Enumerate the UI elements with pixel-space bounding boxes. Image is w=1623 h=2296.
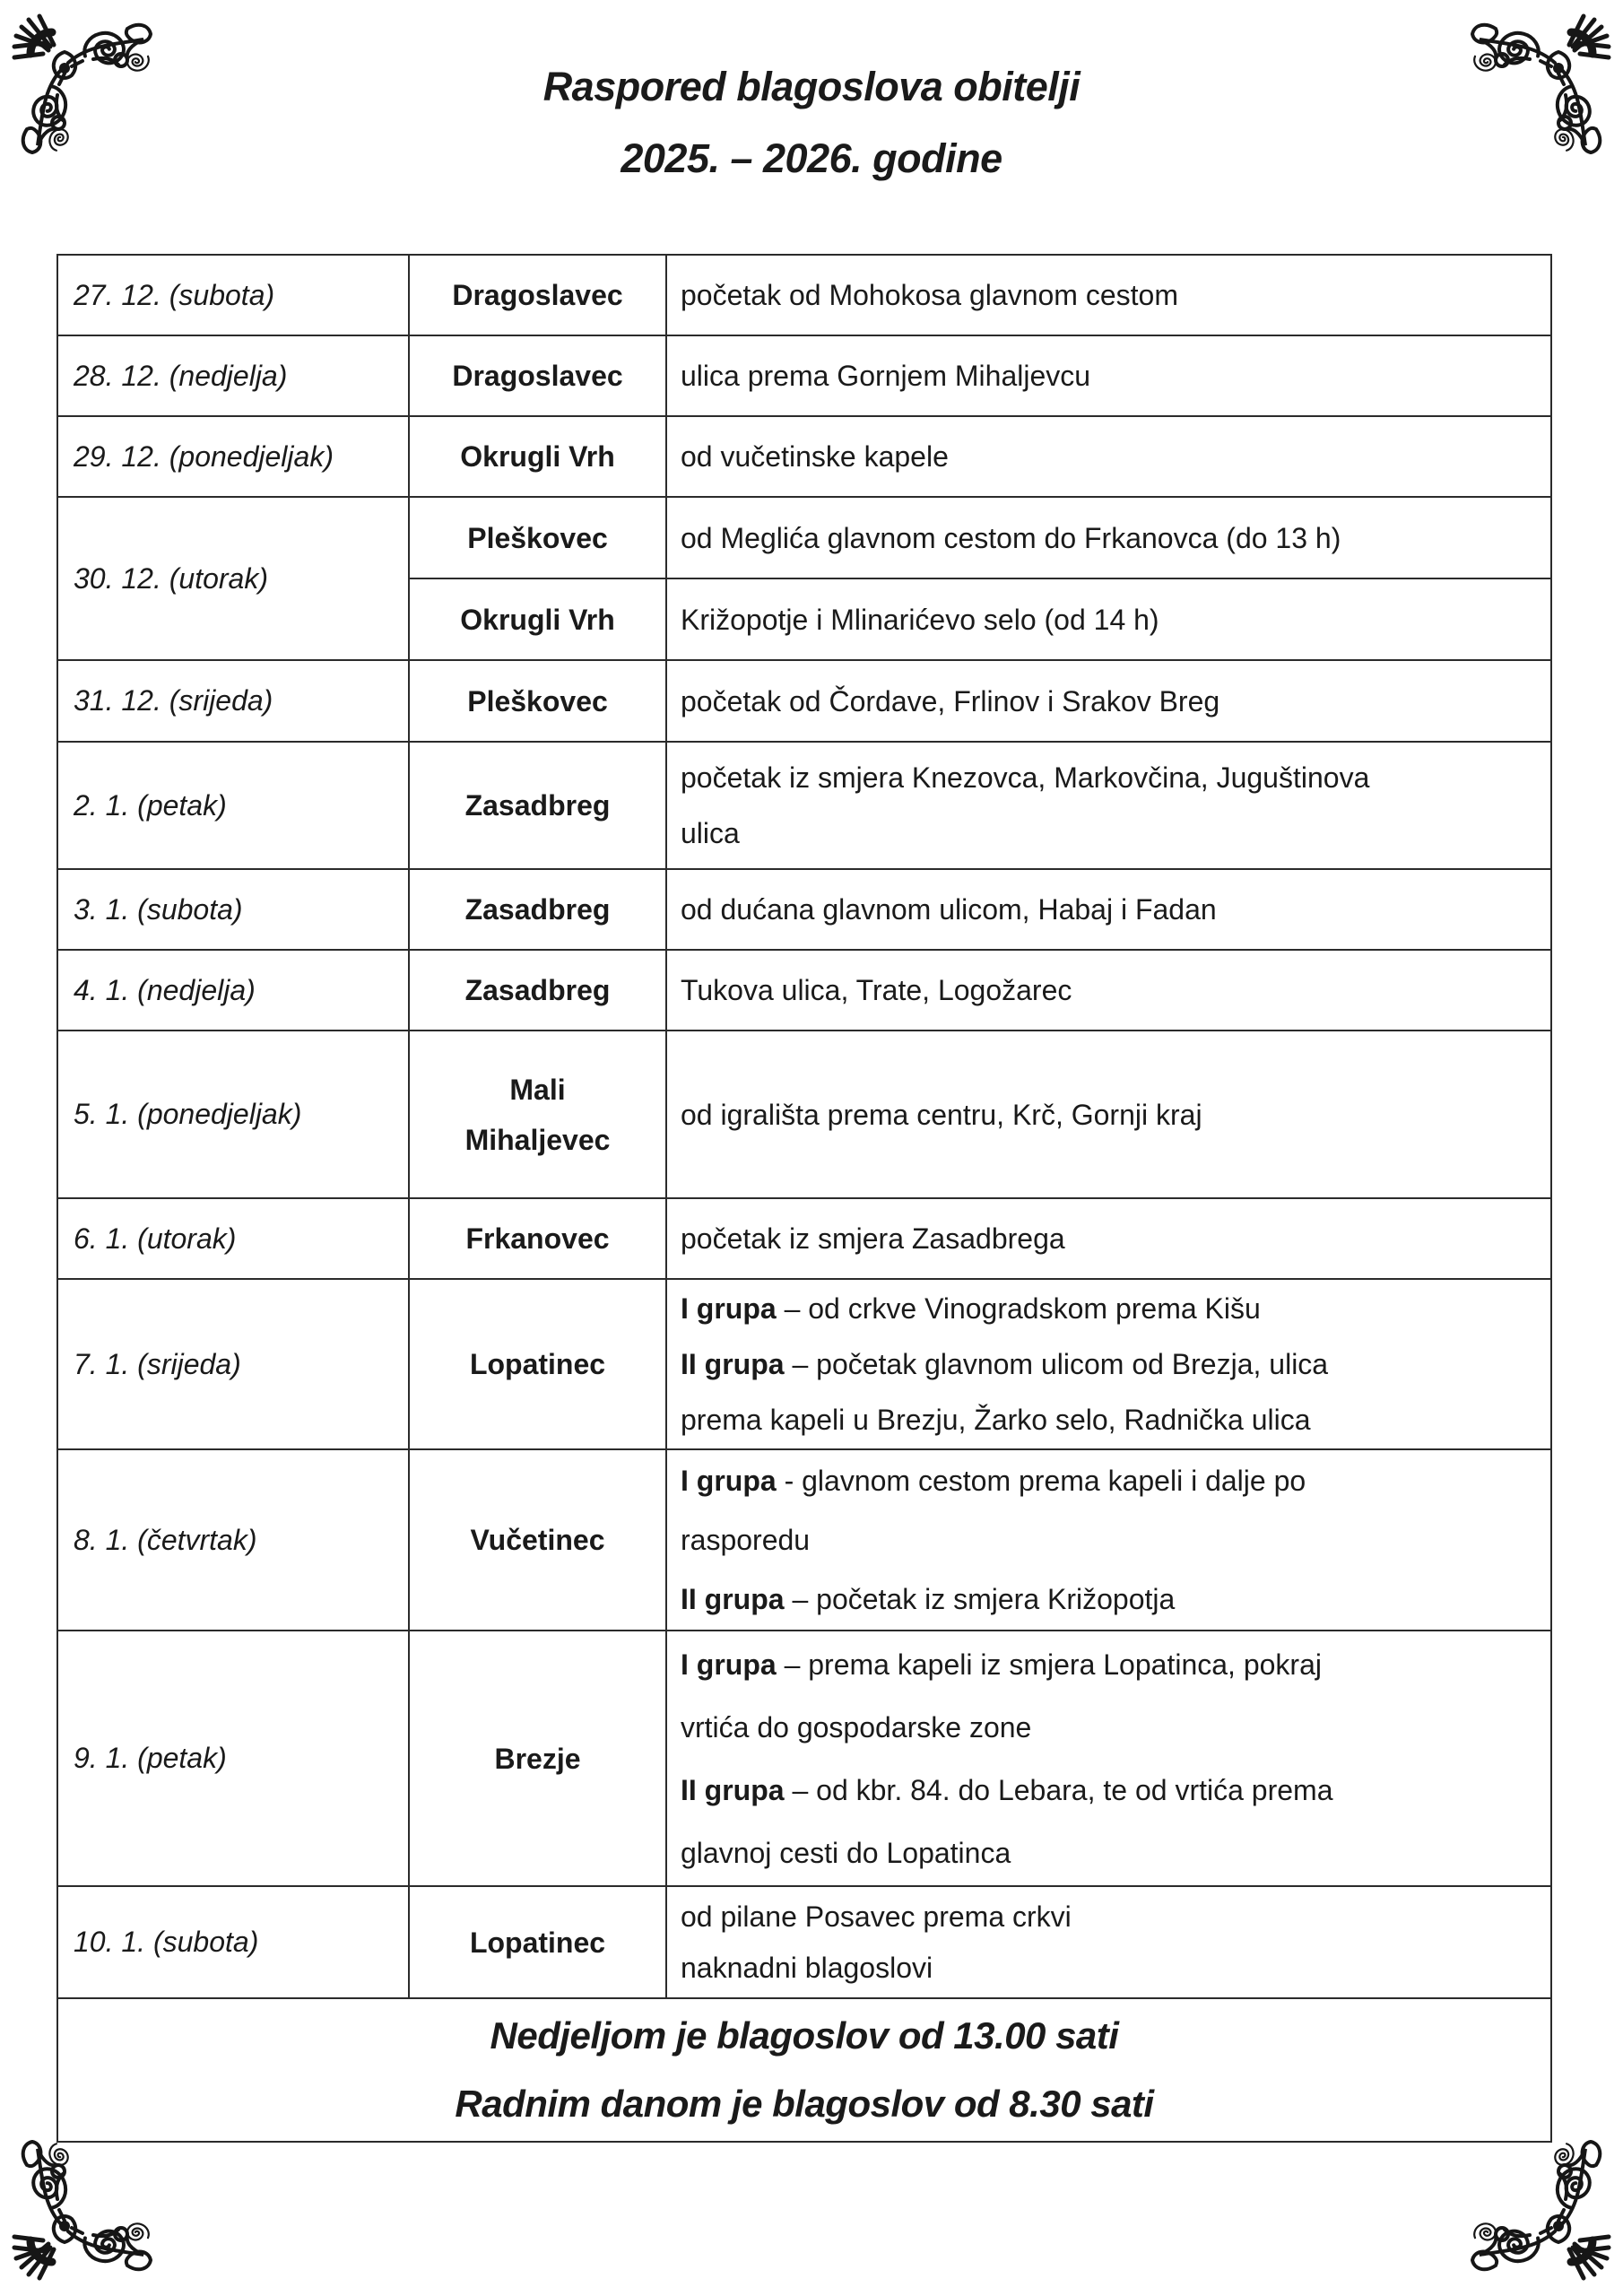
- group-label: II grupa: [681, 1583, 785, 1615]
- table-row: [57, 1279, 1551, 1449]
- date-cell: 28. 12. (nedjelja): [57, 335, 409, 416]
- route-text: – od crkve Vinogradskom prema Kišu: [776, 1292, 1261, 1325]
- place-label: Lopatinec: [469, 1926, 606, 1959]
- route-line: [681, 1392, 1543, 1448]
- route-line: [681, 1822, 1543, 1884]
- page-title: [0, 63, 1623, 183]
- route-text: – od kbr. 84. do Lebara, te od vrtića prema: [784, 1773, 1333, 1806]
- table-row: [57, 335, 1551, 416]
- route-cell: [666, 1886, 1551, 1998]
- date-cell: 9. 1. (petak): [57, 1631, 409, 1886]
- route-text: – početak iz smjera Križopotja: [784, 1583, 1176, 1615]
- route-line: početak iz smjera Knezovca, Markovčina, Juguštinova: [681, 761, 1370, 794]
- place-label: Dragoslavec: [452, 360, 623, 392]
- route-line: od dućana glavnom ulicom, Habaj i Fadan: [681, 893, 1217, 926]
- footer-note-weekday: Radnim danom je blagoslov od 8.30 sati: [455, 2083, 1154, 2125]
- route-line: [681, 1281, 1543, 1336]
- footer-note-sunday: Nedjeljom je blagoslov od 13.00 sati: [490, 2014, 1119, 2057]
- route-cell: [666, 1631, 1551, 1886]
- blessing-schedule-table: [56, 254, 1552, 2143]
- route-cell: [666, 335, 1551, 416]
- route-text: vrtića do gospodarske zone: [681, 1710, 1032, 1744]
- table-row: [57, 742, 1551, 869]
- table-row: [57, 1198, 1551, 1279]
- place-cell: [409, 416, 666, 497]
- route-text: - glavnom cestom prema kapeli i dalje po: [776, 1465, 1306, 1497]
- place-label: Dragoslavec: [452, 279, 623, 311]
- place-label: Okrugli Vrh: [460, 603, 615, 636]
- place-label: Pleškovec: [467, 684, 608, 718]
- date-cell: 2. 1. (petak): [57, 742, 409, 869]
- corner-flourish-bottom-right-icon: [1463, 2133, 1616, 2285]
- route-line: [681, 1759, 1543, 1822]
- route-text: rasporedu: [681, 1524, 811, 1556]
- table-row: [57, 1031, 1551, 1198]
- route-cell: [666, 742, 1551, 869]
- place-cell: [409, 1449, 666, 1631]
- place-label: Zasadbreg: [464, 893, 611, 926]
- route-line: početak od Čordave, Frlinov i Srakov Breg: [681, 684, 1220, 718]
- route-line: od pilane Posavec prema crkvi: [681, 1900, 1072, 1933]
- route-cell: [666, 1449, 1551, 1631]
- place-label: Vučetinec: [470, 1524, 605, 1556]
- route-line: [681, 1336, 1543, 1392]
- route-line: ulica prema Gornjem Mihaljevcu: [681, 360, 1091, 392]
- place-cell: [409, 578, 666, 660]
- date-cell: 4. 1. (nedjelja): [57, 950, 409, 1031]
- place-label: Brezje: [494, 1742, 581, 1775]
- table-row: [57, 1631, 1551, 1886]
- group-label: II grupa: [681, 1348, 785, 1380]
- route-line: Tukova ulica, Trate, Logožarec: [681, 974, 1072, 1006]
- route-line: [681, 1696, 1543, 1759]
- date-cell: 3. 1. (subota): [57, 869, 409, 950]
- place-cell: [409, 1279, 666, 1449]
- route-line: od igrališta prema centru, Krč, Gornji kraj: [681, 1098, 1202, 1131]
- route-line: početak iz smjera Zasadbrega: [681, 1222, 1065, 1255]
- place-label: Mali Mihaljevec: [464, 1073, 611, 1156]
- table-row: [57, 1449, 1551, 1631]
- place-cell: [409, 335, 666, 416]
- route-text: – početak glavnom ulicom od Brezja, ulica: [784, 1348, 1329, 1380]
- group-label: I grupa: [681, 1292, 777, 1325]
- place-cell: [409, 1886, 666, 1998]
- place-label: Okrugli Vrh: [460, 440, 615, 473]
- table-row: [57, 497, 1551, 578]
- table-row: [57, 255, 1551, 335]
- date-cell: 5. 1. (ponedjeljak): [57, 1031, 409, 1198]
- route-line: [681, 1510, 1543, 1570]
- route-line: [681, 1451, 1543, 1510]
- place-cell: [409, 1031, 666, 1198]
- place-cell: [409, 1631, 666, 1886]
- group-label: II grupa: [681, 1773, 785, 1806]
- table-row: [57, 416, 1551, 497]
- route-cell: [666, 1198, 1551, 1279]
- date-cell: 10. 1. (subota): [57, 1886, 409, 1998]
- place-cell: [409, 869, 666, 950]
- place-label: Zasadbreg: [464, 789, 611, 822]
- table-footer-row: [57, 1998, 1551, 2142]
- route-text: – prema kapeli iz smjera Lopatinca, pokraj: [776, 1648, 1322, 1681]
- date-cell: 31. 12. (srijeda): [57, 660, 409, 742]
- corner-flourish-bottom-left-icon: [7, 2133, 160, 2285]
- footer-cell: [57, 1998, 1551, 2142]
- route-cell: [666, 497, 1551, 578]
- place-cell: [409, 1198, 666, 1279]
- route-cell: [666, 1279, 1551, 1449]
- table-row: [57, 1886, 1551, 1998]
- place-label: Zasadbreg: [464, 974, 611, 1006]
- route-cell: [666, 416, 1551, 497]
- date-cell: 6. 1. (utorak): [57, 1198, 409, 1279]
- route-line: naknadni blagoslovi: [681, 1951, 933, 1984]
- table-row: [57, 869, 1551, 950]
- route-cell: [666, 950, 1551, 1031]
- date-cell: 29. 12. (ponedjeljak): [57, 416, 409, 497]
- place-label: Pleškovec: [467, 521, 608, 554]
- route-cell: [666, 578, 1551, 660]
- table-row: [57, 950, 1551, 1031]
- route-line: od Meglića glavnom cestom do Frkanovca (do 13 h): [681, 521, 1341, 554]
- table-row: [57, 660, 1551, 742]
- place-cell: [409, 255, 666, 335]
- date-cell: 8. 1. (četvrtak): [57, 1449, 409, 1631]
- route-cell: [666, 255, 1551, 335]
- place-cell: [409, 742, 666, 869]
- date-cell: 27. 12. (subota): [57, 255, 409, 335]
- route-line: Križopotje i Mlinarićevo selo (od 14 h): [681, 603, 1159, 636]
- place-label: Frkanovec: [465, 1222, 610, 1255]
- route-line: ulica: [681, 817, 740, 849]
- route-cell: [666, 660, 1551, 742]
- place-cell: [409, 950, 666, 1031]
- title-line-1: Raspored blagoslova obitelji: [542, 64, 1081, 109]
- route-text: prema kapeli u Brezju, Žarko selo, Radnička ulica: [681, 1404, 1311, 1436]
- route-cell: [666, 1031, 1551, 1198]
- place-cell: [409, 497, 666, 578]
- date-cell: 7. 1. (srijeda): [57, 1279, 409, 1449]
- title-line-2: 2025. – 2026. godine: [621, 135, 1002, 181]
- route-cell: [666, 869, 1551, 950]
- route-line: [681, 1570, 1543, 1629]
- place-label: Lopatinec: [469, 1348, 606, 1380]
- group-label: I grupa: [681, 1465, 777, 1497]
- place-cell: [409, 660, 666, 742]
- date-cell: 30. 12. (utorak): [57, 497, 409, 660]
- route-line: od vučetinske kapele: [681, 440, 949, 473]
- route-line: početak od Mohokosa glavnom cestom: [681, 279, 1178, 311]
- route-text: glavnoj cesti do Lopatinca: [681, 1836, 1011, 1869]
- group-label: I grupa: [681, 1648, 777, 1681]
- route-line: [681, 1633, 1543, 1696]
